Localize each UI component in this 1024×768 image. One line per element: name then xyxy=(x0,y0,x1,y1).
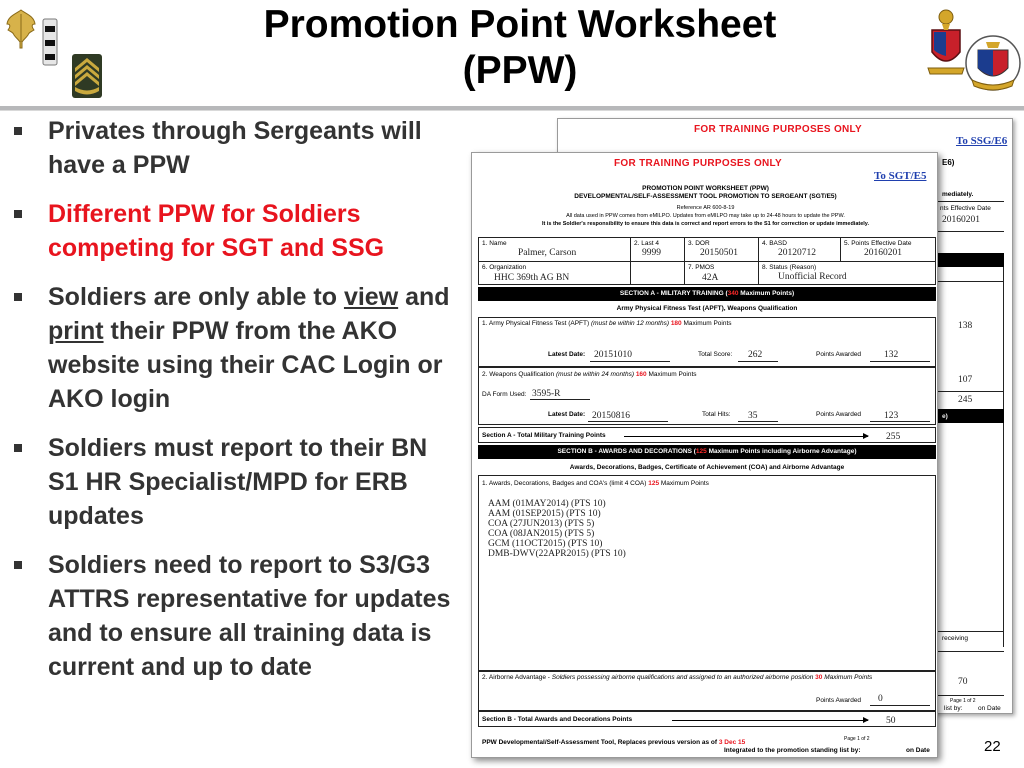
slide-page-number: 22 xyxy=(984,738,1001,755)
apft-total-score: 262 xyxy=(748,350,763,360)
wq-max-label: Maximum Points xyxy=(646,371,697,378)
section-b-bar-fragment xyxy=(938,409,1004,423)
title-line-2: (PPW) xyxy=(462,49,578,92)
last4-value: 9999 xyxy=(642,248,661,258)
name-value: Palmer, Carson xyxy=(518,248,577,258)
section-total-fragment: 245 xyxy=(958,395,973,405)
wq-validity: (must be within 24 months) xyxy=(554,371,636,378)
apft-latest-date: 20151010 xyxy=(594,350,632,360)
airborne-max: 30 xyxy=(815,674,823,681)
slide-title xyxy=(160,2,880,94)
grade-fragment: E6) xyxy=(942,158,955,167)
unit-crest-icon xyxy=(964,34,1022,92)
bullet-text-part: and xyxy=(398,283,450,311)
wq-latest-date: 20150816 xyxy=(592,411,630,421)
worksheet-subheading: DEVELOPMENTAL/SELF-ASSESSMENT TOOL PROMOTION TO SERGEANT (SGT/E5) xyxy=(574,193,837,200)
bullet-text: Soldiers need to report to S3/G3 ATTRS representative for updates and to ensure all training data is current and up to date xyxy=(48,551,451,681)
section-a-title-end: Maximum Points) xyxy=(738,290,795,297)
awards-max-label: Maximum Points xyxy=(659,480,709,487)
apft-points-awarded-label: Points Awarded xyxy=(816,351,862,358)
data-source-note: All data used in PPW comes from eMILPO. Updates from eMILPO may take up to 24-48 hours to update the PPW. xyxy=(566,213,845,219)
wq-total-hits: 35 xyxy=(748,411,758,421)
wq-label xyxy=(482,371,697,379)
chief-warrant-officer-bar-icon xyxy=(42,18,58,66)
page-fragment: Page 1 of 2 xyxy=(950,698,976,704)
bullet-item-ppw xyxy=(12,114,462,182)
points-effective-label: 5. Points Effective Date xyxy=(844,240,912,247)
apft-latest-date-label: Latest Date: xyxy=(548,351,586,358)
print-emphasis: print xyxy=(48,317,104,345)
last4-label: 2. Last 4 xyxy=(634,240,659,247)
section-b-total-label: Section B - Total Awards and Decorations Points xyxy=(482,716,633,723)
section-b-header xyxy=(478,445,936,459)
integration-label: Integrated to the promotion standing list by: xyxy=(724,747,861,754)
airborne-points-awarded: 0 xyxy=(878,694,883,704)
arrow-right-icon xyxy=(624,436,868,437)
list-by-fragment: list by: xyxy=(944,705,963,712)
organization-label: 6. Organization xyxy=(482,264,527,271)
footer-note-text: PPW Developmental/Self-Assessment Tool, Replaces previous version as of xyxy=(482,739,719,746)
wq-points-fragment: 107 xyxy=(958,375,973,385)
airborne-label-text: 2. Airborne Advantage - xyxy=(482,674,552,681)
award-item: AAM (01MAY2014) (PTS 10) xyxy=(488,499,606,509)
square-bullet-icon xyxy=(12,197,48,218)
section-a-header xyxy=(478,287,936,301)
worksheet-heading: PROMOTION POINT WORKSHEET (PPW) xyxy=(642,185,769,192)
section-a-total-label: Section A - Total Military Training Points xyxy=(482,432,606,439)
dor-value: 20150501 xyxy=(700,248,738,258)
da-form-value: 3595-R xyxy=(532,389,561,399)
pmos-value: 42A xyxy=(702,273,719,283)
bullet-text-part: their PPW from the AKO website using their CAC Login or AKO login xyxy=(48,317,443,413)
bullet-item-view-print xyxy=(12,280,462,416)
section-b-max: 125 xyxy=(695,448,707,455)
award-item: AAM (01SEP2015) (PTS 10) xyxy=(488,509,601,519)
award-item: GCM (11OCT2015) (PTS 10) xyxy=(488,539,603,549)
major-oak-leaf-icon xyxy=(4,8,38,50)
pmos-label: 7. PMOS xyxy=(688,264,715,271)
bullet-text: Different PPW for Soldiers competing for SGT and SSG xyxy=(48,200,385,262)
bullet-item-different-ppw xyxy=(12,197,462,265)
wq-max: 160 xyxy=(635,371,647,378)
airborne-points-awarded-label: Points Awarded xyxy=(816,697,862,704)
title-divider-shadow xyxy=(0,110,1024,111)
organization-value: HHC 369th AG BN xyxy=(494,273,570,283)
square-bullet-icon xyxy=(12,548,48,569)
status-value: Unofficial Record xyxy=(778,272,847,282)
section-b-title-end: Maximum Points including Airborne Advantage) xyxy=(706,448,857,455)
points-effective-value: 20160201 xyxy=(864,248,902,258)
name-label: 1. Name xyxy=(482,240,507,247)
bullet-text xyxy=(48,280,462,416)
section-bar-fragment xyxy=(938,253,1004,267)
effective-date-label: nts Effective Date xyxy=(940,205,991,212)
airborne-label xyxy=(482,674,882,682)
section-a-total: 255 xyxy=(886,432,901,442)
square-bullet-icon xyxy=(12,431,48,452)
award-item: DMB-DWV(22APR2015) (PTS 10) xyxy=(488,549,626,559)
wq-points-awarded: 123 xyxy=(884,411,899,421)
square-bullet-icon xyxy=(12,280,48,301)
apft-points-fragment: 138 xyxy=(958,321,973,331)
wq-points-awarded-label: Points Awarded xyxy=(816,411,862,418)
section-b-fragment-text: e) xyxy=(942,413,948,420)
master-sergeant-chevron-icon xyxy=(72,54,102,98)
awards-label-text: 1. Awards, Decorations, Badges and COA's (limit 4 COA) xyxy=(482,480,649,487)
award-item: COA (27JUN2013) (PTS 5) xyxy=(488,519,595,529)
airborne-max-label: Maximum Points xyxy=(822,674,873,681)
apft-max: 180 xyxy=(670,320,682,327)
section-b-total: 50 xyxy=(886,716,896,726)
basd-label: 4. BASD xyxy=(762,240,787,247)
bullet-text: Privates through Sergeants will have a PPW xyxy=(48,117,422,179)
bullet-item-erb xyxy=(12,431,462,533)
on-date-fragment: on Date xyxy=(978,705,1001,712)
section-a-subtitle: Army Physical Fitness Test (APFT), Weapons Qualification xyxy=(616,305,798,312)
page-indicator: Page 1 of 2 xyxy=(844,736,870,742)
bullet-text-part: Soldiers are only able to xyxy=(48,283,344,311)
arrow-right-icon xyxy=(672,720,868,721)
apft-points-awarded: 132 xyxy=(884,350,899,360)
apft-total-score-label: Total Score: xyxy=(698,351,733,358)
status-label: 8. Status (Reason) xyxy=(762,264,817,271)
receiving-fragment: receiving xyxy=(942,635,969,642)
basd-value: 20120712 xyxy=(778,248,816,258)
wq-total-hits-label: Total Hits: xyxy=(702,411,731,418)
apft-label-text: 1. Army Physical Fitness Test (APFT) xyxy=(482,320,590,327)
training-banner: FOR TRAINING PURPOSES ONLY xyxy=(694,124,863,135)
section-a-title: SECTION A - MILITARY TRAINING ( xyxy=(619,290,728,297)
to-sgt-link[interactable]: To SGT/E5 xyxy=(874,170,927,182)
training-banner: FOR TRAINING PURPOSES ONLY xyxy=(614,158,783,169)
responsibility-note: It is the Soldier's responsibility to ensure this data is correct and report errors to the S1 for correction or update immediately. xyxy=(541,221,869,227)
da-form-label: DA Form Used: xyxy=(482,391,527,398)
section-a-max: 340 xyxy=(727,290,739,297)
apft-label xyxy=(482,320,732,328)
reference: Reference AR 600-8-19 xyxy=(676,205,735,211)
dor-label: 3. DOR xyxy=(688,240,710,247)
footer-version-date: 3 Dec 15 xyxy=(718,739,746,746)
regimental-crest-icon xyxy=(924,8,968,76)
bullet-list xyxy=(12,114,462,699)
section-b-subtitle: Awards, Decorations, Badges, Certificate of Achievement (COA) and Airborne Advantage xyxy=(569,464,845,471)
awards-max: 125 xyxy=(648,480,660,487)
to-ssg-link[interactable]: To SSG/E6 xyxy=(956,135,1008,147)
awards-list xyxy=(488,499,626,559)
square-bullet-icon xyxy=(12,114,48,135)
apft-max-label: Maximum Points xyxy=(681,320,732,327)
immediately-fragment: mediately. xyxy=(942,191,974,198)
on-date-label: on Date xyxy=(906,747,930,754)
bullet-text: Soldiers must report to their BN S1 HR Specialist/MPD for ERB updates xyxy=(48,434,428,530)
wq-label-text: 2. Weapons Qualification xyxy=(482,371,555,378)
bullet-item-attrs xyxy=(12,548,462,684)
title-line-1: Promotion Point Worksheet xyxy=(263,3,777,46)
view-emphasis: view xyxy=(343,283,399,311)
award-item: COA (08JAN2015) (PTS 5) xyxy=(488,529,595,539)
wq-latest-date-label: Latest Date: xyxy=(548,411,586,418)
airborne-criteria: Soldiers possessing airborne qualifications and assigned to an authorized airborne position xyxy=(551,674,816,681)
airborne-fragment: 70 xyxy=(958,677,968,687)
footer-note xyxy=(482,739,745,747)
apft-validity: (must be within 12 months) xyxy=(589,320,671,327)
effective-date-value: 20160201 xyxy=(942,215,980,225)
section-b-title: SECTION B - AWARDS AND DECORATIONS ( xyxy=(557,448,696,455)
ppw-sgt-document xyxy=(471,152,938,758)
awards-label xyxy=(482,480,709,488)
